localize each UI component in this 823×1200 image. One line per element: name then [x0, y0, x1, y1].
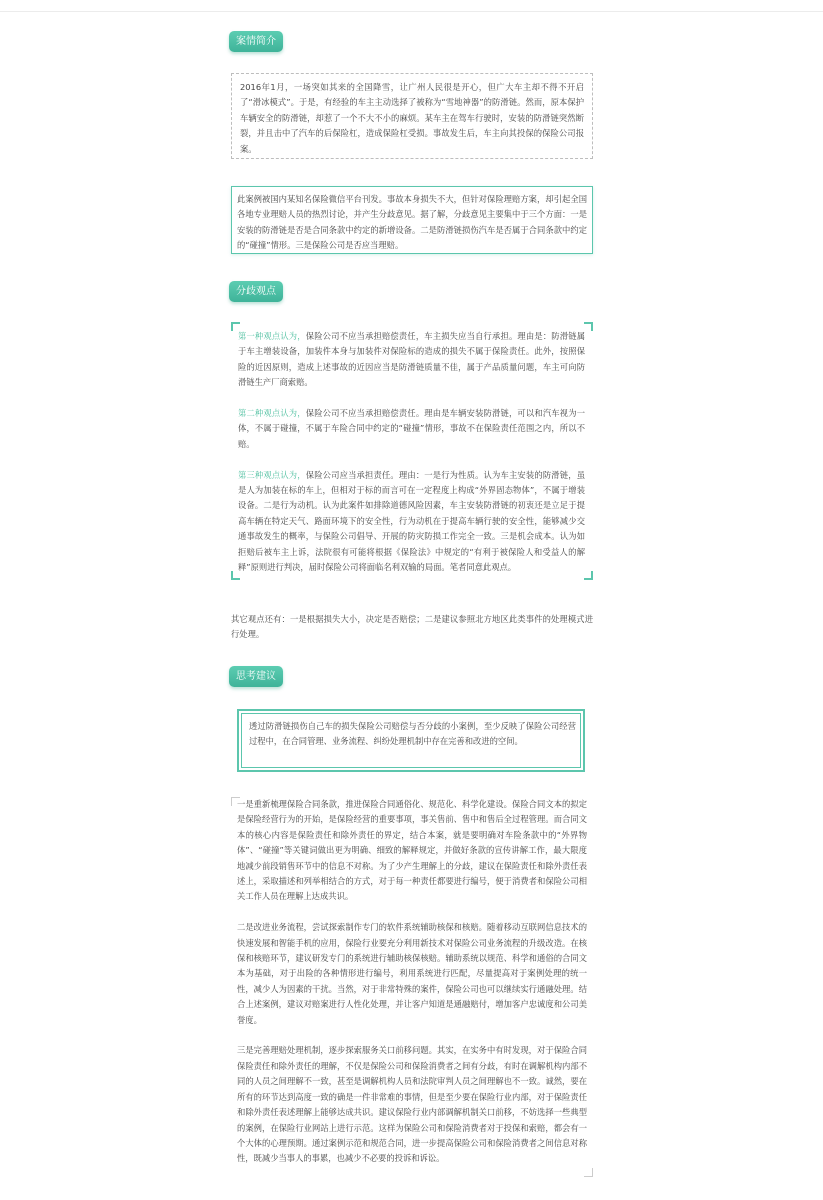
views-box	[231, 322, 593, 580]
other-views-text: 其它观点还有：一是根据损失大小，决定是否赔偿；二是建议参照北方地区此类事件的处理模式进行处理。	[231, 614, 593, 640]
top-divider	[0, 11, 823, 12]
summary-box	[237, 709, 585, 772]
case-description-box	[231, 73, 593, 159]
corner-bracket-icon	[584, 322, 593, 331]
view-3-lead: 第三种观点认为，	[238, 469, 306, 480]
dispute-summary-box	[231, 186, 593, 254]
corner-bracket-icon	[584, 571, 593, 580]
section-badge-views: 分歧观点	[229, 281, 283, 302]
corner-bracket-icon	[584, 1168, 593, 1177]
summary-text: 透过防滑链损伤自己车的损失保险公司赔偿与否分歧的小案例，至少反映了保险公司经营过程中，在合同管理、业务流程、纠纷处理机制中存在完善和改进的空间。	[249, 721, 576, 747]
view-1-lead: 第一种观点认为，	[238, 331, 306, 341]
view-3-text: 保险公司应当承担责任。理由：一是行为性质。认为车主安装的防滑链，虽是人为加装在标的车上，但相对于标的而言可在一定程度上构成“外界固态物体”，不属于增装设备。二是行为动机。认为此案件如排除道德风险因素，车主安装防滑链的初衷还是立足于提高车辆在特定天气、路面环境下的安全性，行为动机在于提高车辆行驶的安全性，能够减少交通事故发生的概率，与保险公司倡导、开展的防灾防损工作完全一致。三是机会成本。认为如拒赔后被车主上诉，法院很有可能将根据《保险法》中规定的“有利于被保险人和受益人的解释”原则进行判决，届时保险公司将面临名利双输的局面。笔者同意此观点。	[238, 469, 585, 573]
view-1	[238, 329, 585, 391]
view-2-text: 保险公司不应当承担赔偿责任。理由是车辆安装防滑链，可以和汽车视为一体，不属于碰撞，不属于车险合同中约定的“碰撞”情形，事故不在保险责任范围之内，所以不赔。	[238, 408, 585, 449]
view-2	[238, 406, 585, 452]
case-description-text: 2016年1月，一场突如其来的全国降雪，让广州人民很是开心，但广大车主却不得不开启了“滑冰模式”。于是，有经验的车主主动选择了被称为“雪地神器”的防滑链。然而，原本保护车辆安全的防滑链，却惹了一个不大不小的麻烦。某车主在驾车行驶时，安装的防滑链突然断裂，并且击中了汽车的后保险杠，造成保险杠受损。事故发生后，车主向其投保的保险公司报案。	[240, 82, 584, 154]
section-badge-suggestions: 思考建议	[229, 666, 283, 687]
suggestion-1: 一是重新梳理保险合同条款，推进保险合同通俗化、规范化、科学化建设。保险合同文本的拟定是保险经营行为的开始，是保险经营的重要事项，事关售前、售中和售后全过程管理。而合同文本的核心内容是保险责任和除外责任的界定，结合本案，就是要明确对车险条款中的“外界物体”、“碰撞”等关键词做出更为明确、细致的解释规定，并做好条款的宣传讲解工作，最大限度地减少前段销售环节中的信息不对称。为了少产生理解上的分歧，建议在保险责任和除外责任表述上，采取描述和列举相结合的方式，对于每一种责任都要进行编号，便于消费者和保险公司相关工作人员在理解上达成共识。	[237, 799, 587, 902]
view-1-text: 保险公司不应当承担赔偿责任，车主损失应当自行承担。理由是：防滑链属于车主增装设备，加装件本身与加装件对保险标的造成的损失不属于保险责任。此外，按照保险的近因原则，造成上述事故的近因应当是防滑链质量不佳，属于产品质量问题，车主可向防滑链生产厂商索赔。	[238, 331, 585, 388]
suggestion-3: 三是完善理赔处理机制，逐步探索服务关口前移问题。其实，在实务中有时发现，对于保险合同保险责任和除外责任的理解，不仅是保险公司和保险消费者之间有分歧，有时在调解机构内部不同的人员之间理解不一致，甚至是调解机构人员和法院审判人员之间理解也不一致。诚然，要在所有的环节达到高度一致的确是一件非常难的事情，但是至少要在保险行业内部，对于保险责任和除外责任表述理解上能够达成共识。建议保险行业内部调解机制关口前移，不妨选择一些典型的案例，在保险行业网站上进行示范。这样为保险公司和保险消费者对于投保和索赔，都会有一个大体的心理预期。通过案例示范和规范合同，进一步提高保险公司和保险消费者之间信息对称性，既减少当事人的事累，也减少不必要的投诉和诉讼。	[237, 1045, 587, 1164]
dispute-summary-text: 此案例被国内某知名保险微信平台刊发。事故本身损失不大，但针对保险理赔方案，却引起全国各地专业理赔人员的热烈讨论，并产生分歧意见。据了解，分歧意见主要集中于三个方面：一是安装的防滑链是否是合同条款中约定的新增设备。二是防滑链损伤汽车是否属于合同条款中约定的“碰撞”情形。三是保险公司是否应当理赔。	[237, 194, 587, 251]
suggestions-box	[231, 797, 593, 1177]
section-badge-case-summary: 案情简介	[229, 31, 283, 52]
view-2-lead: 第二种观点认为，	[238, 408, 306, 419]
view-3	[238, 468, 585, 576]
suggestion-2: 二是改进业务流程，尝试探索制作专门的软件系统辅助核保和核赔。随着移动互联网信息技术的快速发展和智能手机的应用，保险行业要充分利用新技术对保险公司业务流程的升级改造。在核保和核赔环节，建议研发专门的系统进行辅助核保核赔。辅助系统以规范、科学和通俗的合同文本为基础，对于出险的各种情形进行编号，利用系统进行匹配，尽量提高对于案例处理的统一性，减少人为因素的干扰。当然，对于非常特殊的案件，保险公司也可以继续实行通融处理。结合上述案例，建议对赔案进行人性化处理，并让客户知道是通融赔付，增加客户忠诚度和公司美誉度。	[237, 922, 587, 1025]
